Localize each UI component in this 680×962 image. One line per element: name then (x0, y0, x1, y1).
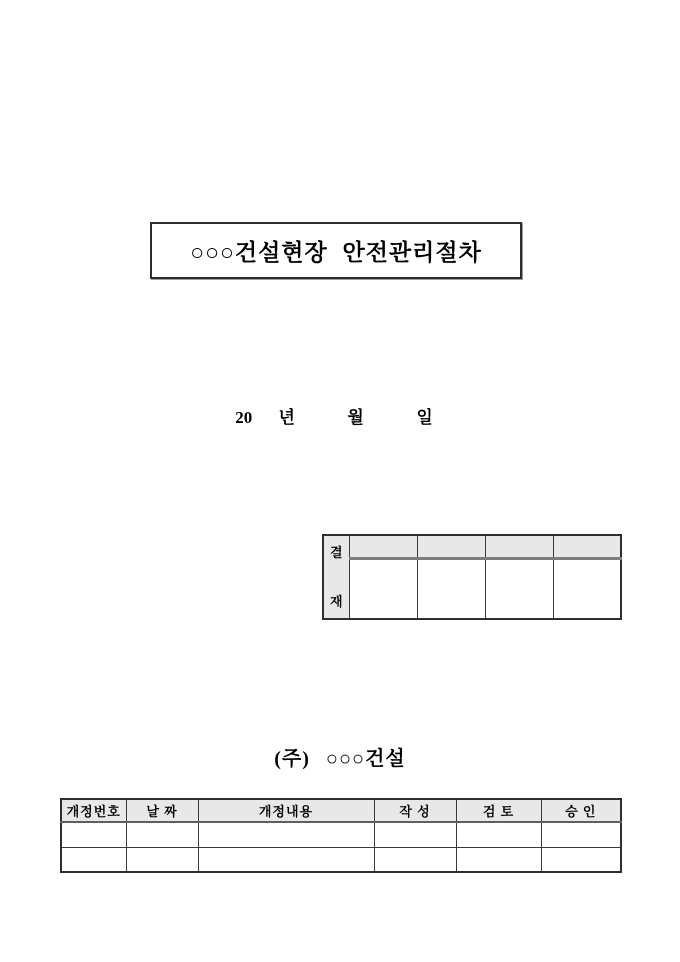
approval-header-cell (417, 535, 485, 558)
table-cell (198, 822, 374, 847)
column-header-revision-no: 개정번호 (61, 799, 126, 822)
revision-header-row (61, 799, 621, 822)
revision-row (61, 822, 621, 847)
table-cell (126, 847, 198, 872)
table-cell (126, 822, 198, 847)
company-name: (주) ○○○건설 (274, 748, 406, 770)
table-cell (456, 847, 541, 872)
approval-header-cell (553, 535, 621, 558)
column-header-reviewed-by: 검 토 (456, 799, 541, 822)
approval-signature-cell (349, 558, 417, 619)
table-cell (541, 847, 621, 872)
approval-label-char-top: 결 (329, 545, 343, 560)
approval-label-char-bottom: 재 (329, 594, 343, 609)
approval-header-cell (349, 535, 417, 558)
table-cell (456, 822, 541, 847)
table-cell (541, 822, 621, 847)
approval-signature-cell (485, 558, 553, 619)
approval-label (324, 537, 349, 617)
document-title: ○○○건설현장 안전관리절차 (190, 240, 482, 265)
approval-signature-cell (553, 558, 621, 619)
column-header-revision-content: 개정내용 (198, 799, 374, 822)
approval-table (322, 534, 622, 620)
table-cell (374, 847, 456, 872)
title-box (150, 222, 522, 279)
revision-history-table (60, 798, 622, 873)
table-cell (198, 847, 374, 872)
table-cell (61, 847, 126, 872)
column-header-date: 날 짜 (126, 799, 198, 822)
revision-row (61, 847, 621, 872)
column-header-written-by: 작 성 (374, 799, 456, 822)
column-header-approved-by: 승 인 (541, 799, 621, 822)
approval-signature-cell (417, 558, 485, 619)
date-line: 20 년 월 일 (235, 408, 433, 427)
table-cell (61, 822, 126, 847)
approval-label-cell (323, 535, 349, 619)
table-cell (374, 822, 456, 847)
approval-header-cell (485, 535, 553, 558)
